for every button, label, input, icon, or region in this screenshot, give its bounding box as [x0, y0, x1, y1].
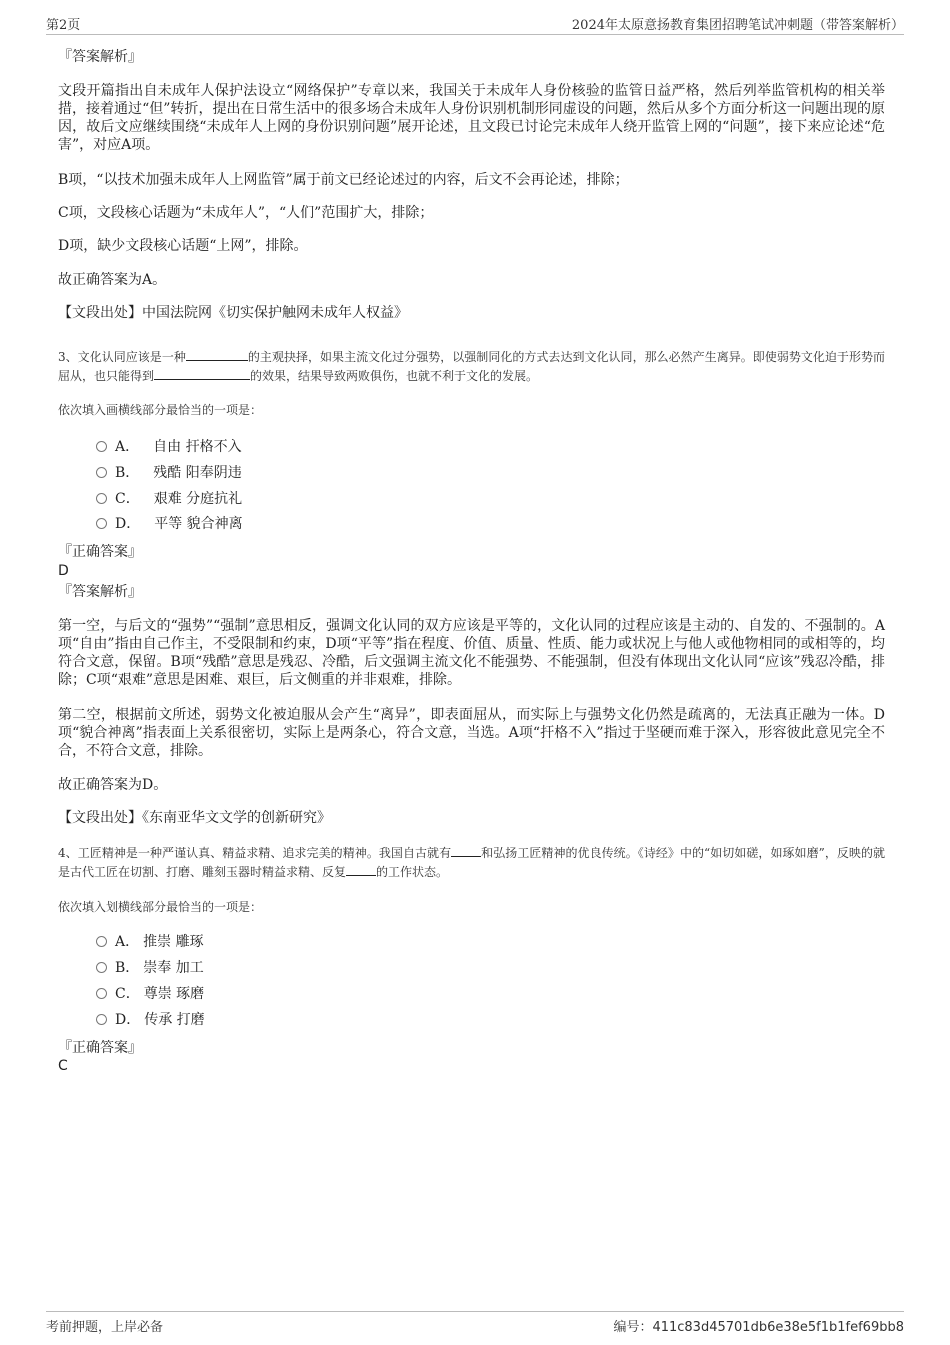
- document-title: 2024年太原意扬教育集团招聘笔试冲刺题（带答案解析）: [571, 18, 904, 33]
- analysis-paragraph: 第一空，与后文的“强势”“强制”意思相反，强调文化认同的双方应该是平等的，文化认同的过程应该是主动的、自发的、不强制的。A项“自由”指由自己作主，不受限制和约束，D项“平等”指在程度、价值、质量、性质、能力或状况上与他人或他物相同的或相等的，均符合文意，保留。B项“残酷”意思是残忍、冷酷，后文强调主流文化不能强势、不能强制，但没有体现出文化认同“应该”残忍冷酷，排除；C项“艰难”意思是困难、艰巨，后文侧重的并非艰难，排除。: [58, 618, 885, 688]
- radio-icon[interactable]: [96, 962, 107, 973]
- option-d[interactable]: D． 平等 貌合神离: [96, 515, 243, 533]
- answer-label: 『正确答案』: [58, 1040, 142, 1056]
- analysis-label: 『答案解析』: [58, 49, 142, 65]
- option-a[interactable]: A． 推崇 雕琢: [96, 933, 204, 951]
- fill-blank: [186, 349, 248, 361]
- analysis-paragraph: 文段开篇指出自未成年人保护法设立“网络保护”专章以来，我国关于未成年人身份核验的监管日益严格，然后列举监管机构的相关举措，接着通过“但”转折，提出在日常生活中的很多场合未成年人身份识别机制形同虚设的问题，然后从多个方面分析这一问题出现的原因，故后文应继续围绕“未成年人上网的身份识别问题”展开论述，且文段已讨论完未成年人绕开监管上网的“问题”，接下来应论述“危害”，对应A项。: [58, 83, 885, 153]
- fill-blank: [451, 845, 481, 857]
- option-b[interactable]: B． 残酷 阳奉阴违: [96, 464, 242, 482]
- option-c[interactable]: C． 尊崇 琢磨: [96, 985, 204, 1003]
- analysis-paragraph: C项，文段核心话题为“未成年人”，“人们”范围扩大，排除；: [58, 205, 434, 221]
- answer-value: D: [58, 563, 69, 579]
- fill-blank: [154, 368, 250, 380]
- source-citation: 【文段出处】《东南亚华文文学的创新研究》: [58, 810, 331, 826]
- radio-icon[interactable]: [96, 988, 107, 999]
- option-c[interactable]: C． 艰难 分庭抗礼: [96, 490, 242, 508]
- question-4-stem: 4、工匠精神是一种严谨认真、精益求精、追求完美的精神。我国自古就有 和弘扬工匠精神的优良传统。《诗经》中的“如切如磋，如琢如磨”，反映的就是古代工匠在切割、打磨、雕刻玉器时精益求精、反复 的工作状态。: [58, 846, 885, 879]
- conclusion-text: 故正确答案为D。: [58, 777, 168, 793]
- option-d[interactable]: D． 传承 打磨: [96, 1011, 205, 1029]
- analysis-label: 『答案解析』: [58, 584, 142, 600]
- page-header: [46, 14, 904, 35]
- analysis-paragraph: 第二空，根据前文所述，弱势文化被迫服从会产生“离异”，即表面屈从，而实际上与强势文化仍然是疏离的，无法真正融为一体。D项“貌合神离”指表面上关系很密切，实际上是两条心，符合文意，当选。A项“扞格不入”指过于坚硬而难于深入，形容彼此意见完全不合，不符合文意，排除。: [58, 707, 885, 759]
- option-a[interactable]: A． 自由 扞格不入: [96, 438, 242, 456]
- document-id: 编号：411c83d45701db6e38e5f1b1fef69bb8: [613, 1320, 904, 1335]
- radio-icon[interactable]: [96, 493, 107, 504]
- radio-icon[interactable]: [96, 467, 107, 478]
- radio-icon[interactable]: [96, 1014, 107, 1025]
- analysis-paragraph: B项，“以技术加强未成年人上网监管”属于前文已经论述过的内容，后文不会再论述，排除；: [58, 172, 629, 188]
- question-4-instruction: 依次填入划横线部分最恰当的一项是：: [58, 900, 263, 914]
- conclusion-text: 故正确答案为A。: [58, 272, 167, 288]
- radio-icon[interactable]: [96, 936, 107, 947]
- question-3-instruction: 依次填入画横线部分最恰当的一项是：: [58, 403, 263, 417]
- page-footer: [46, 1311, 904, 1340]
- fill-blank: [346, 864, 376, 876]
- answer-value: C: [58, 1058, 68, 1074]
- source-citation: 【文段出处】中国法院网《切实保护触网未成年人权益》: [58, 305, 408, 321]
- analysis-paragraph: D项，缺少文段核心话题“上网”，排除。: [58, 238, 308, 254]
- question-3-stem: 3、文化认同应该是一种 的主观抉择，如果主流文化过分强势，以强制同化的方式去达到文化认同，那么必然产生离异。即使弱势文化迫于形势而屈从，也只能得到 的效果，结果导致两败俱伤，也就不利于文化的发展。: [58, 350, 885, 383]
- radio-icon[interactable]: [96, 441, 107, 452]
- answer-label: 『正确答案』: [58, 544, 142, 560]
- radio-icon[interactable]: [96, 518, 107, 529]
- option-b[interactable]: B． 崇奉 加工: [96, 959, 204, 977]
- footer-slogan: 考前押题，上岸必备: [46, 1320, 164, 1335]
- page-number: 第2页: [46, 18, 81, 33]
